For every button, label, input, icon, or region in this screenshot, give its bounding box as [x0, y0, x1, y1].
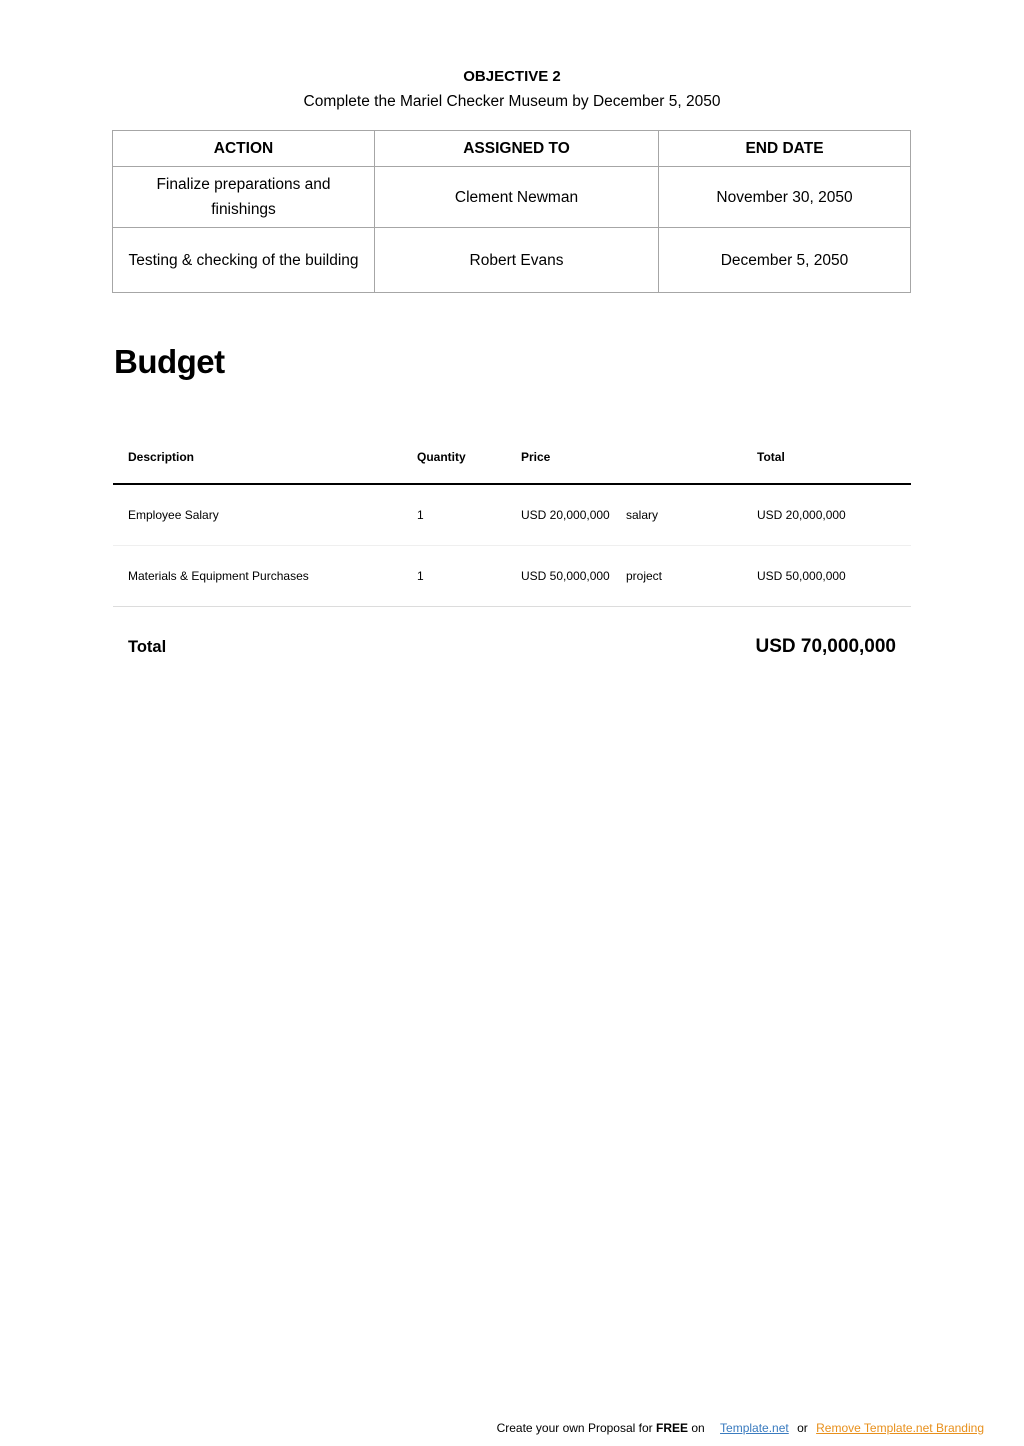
budget-heading: Budget	[114, 343, 225, 380]
header-total: Total	[757, 449, 785, 464]
description-cell: Employee Salary	[128, 508, 219, 522]
total-cell: USD 20,000,000	[757, 508, 846, 522]
total-label: Total	[128, 638, 167, 656]
remove-branding-link[interactable]: Remove Template.net Branding	[816, 1421, 984, 1435]
price-cell: USD 20,000,000	[521, 508, 610, 522]
header-action: ACTION	[113, 131, 375, 167]
total-amount: USD 70,000,000	[755, 636, 896, 657]
objective-title: OBJECTIVE 2	[463, 68, 561, 85]
table-row	[113, 167, 911, 228]
table-row	[113, 228, 911, 293]
unit-cell: salary	[626, 508, 659, 522]
template-net-link[interactable]: Template.net	[720, 1421, 789, 1435]
assigned-to-cell: Robert Evans	[375, 228, 659, 293]
end-date-cell: December 5, 2050	[659, 228, 911, 293]
footer-on: on	[688, 1421, 705, 1435]
header-price: Price	[521, 449, 551, 464]
budget-header-row	[113, 430, 911, 485]
footer-prefix: Create your own Proposal for	[496, 1421, 656, 1435]
footer-branding	[497, 1420, 984, 1436]
header-description: Description	[128, 449, 195, 464]
end-date-cell: November 30, 2050	[659, 167, 911, 228]
header-assigned-to: ASSIGNED TO	[375, 131, 659, 167]
budget-table	[113, 430, 911, 687]
description-cell: Materials & Equipment Purchases	[128, 569, 309, 583]
total-cell: USD 50,000,000	[757, 569, 846, 583]
objective-subtitle: Complete the Mariel Checker Museum by December 5, 2050	[303, 93, 721, 110]
quantity-cell: 1	[417, 569, 424, 583]
footer-or: or	[797, 1421, 808, 1435]
action-table-header-row	[113, 131, 911, 167]
unit-cell: project	[626, 569, 663, 583]
footer-free: FREE	[655, 1421, 688, 1435]
budget-total-row	[113, 607, 911, 687]
budget-row	[113, 546, 911, 607]
action-table	[112, 130, 911, 293]
header-end-date: END DATE	[659, 131, 911, 167]
action-cell: Testing & checking of the building	[113, 228, 375, 293]
price-cell: USD 50,000,000	[521, 569, 610, 583]
action-cell: Finalize preparations and finishings	[113, 167, 375, 228]
budget-row	[113, 485, 911, 546]
header-quantity: Quantity	[417, 449, 466, 464]
assigned-to-cell: Clement Newman	[375, 167, 659, 228]
quantity-cell: 1	[417, 508, 424, 522]
